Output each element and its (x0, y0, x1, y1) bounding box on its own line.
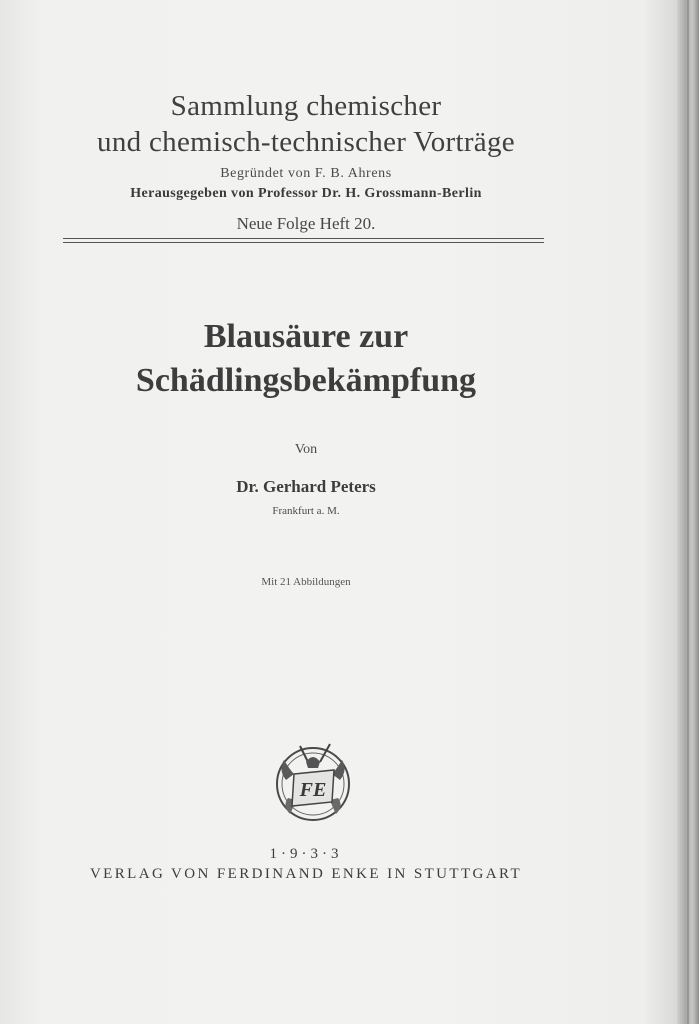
page-edge-line (687, 0, 689, 1024)
publisher-imprint: VERLAG VON FERDINAND ENKE IN STUTTGART (89, 866, 523, 882)
publication-year: 1·9·3·3 (269, 846, 343, 862)
publisher-emblem-icon (272, 740, 354, 824)
book-title-line-2: Schädlingsbekämpfung (135, 362, 477, 399)
author-location: Frankfurt a. M. (272, 505, 340, 517)
editor-credit: Herausgegeben von Professor Dr. H. Grossmann-Berlin (130, 186, 482, 201)
founder-credit: Begründet von F. B. Ahrens (220, 166, 392, 181)
issue-number: Neue Folge Heft 20. (236, 214, 376, 233)
byline-von: Von (294, 442, 318, 457)
emblem-monogram: FE (299, 779, 327, 801)
series-title-line-2: und chemisch-technischer Vorträge (97, 126, 515, 158)
author-name: Dr. Gerhard Peters (236, 477, 376, 496)
illustrations-note: Mit 21 Abbildungen (261, 576, 351, 588)
series-title-line-1: Sammlung chemischer (170, 90, 442, 122)
divider-rule-top (63, 238, 544, 239)
divider-rule-bottom (63, 242, 544, 243)
book-title-line-1: Blausäure zur (203, 318, 409, 355)
